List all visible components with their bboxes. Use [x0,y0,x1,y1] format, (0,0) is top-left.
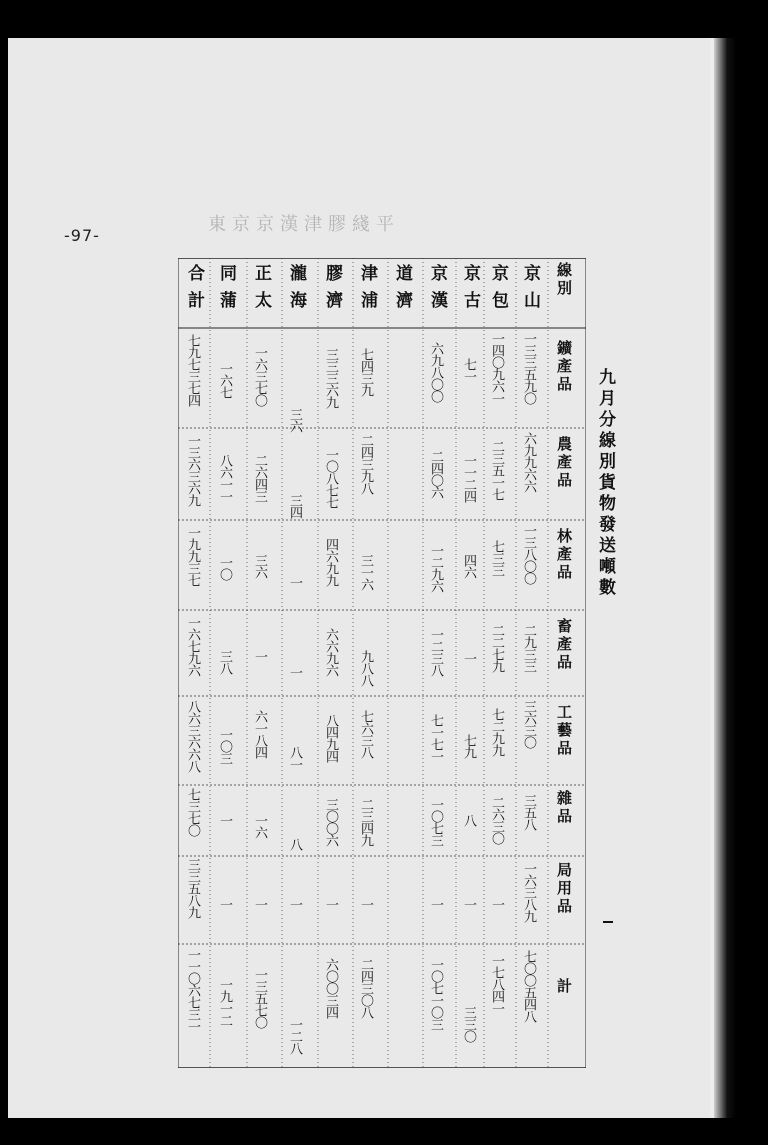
table-cell: 七三三 [489,540,504,576]
table-cell: 一 [252,650,267,662]
table-cell: 七一 [461,358,476,382]
table-cell: 一 [252,898,267,910]
row-label: 道濟 [392,264,412,318]
table-cell: 二二七九 [489,624,504,672]
column-header: 雜品 [555,790,573,826]
page-number: -97- [64,226,100,245]
table-cell: 一九九三七 [185,526,200,586]
table-cell: 二六四三 [252,454,267,502]
margin-dash [603,921,613,923]
row-label: 京包 [488,264,508,318]
freight-table [178,258,586,1068]
table-cell: 九八八 [358,650,373,686]
table-cell: 一六七 [217,362,232,398]
column-header: 林產品 [555,528,573,582]
table-cell: 三四 [287,494,302,518]
table-cell: 八 [461,814,476,826]
table-cell: 二四〇六 [428,450,443,498]
table-cell: 七四三九 [358,348,373,396]
table-cell: 一 [428,898,443,910]
table-cell: 一〇八七七 [323,448,338,508]
document-page [8,38,736,1118]
table-cell: 一 [217,898,232,910]
table-cell: 一 [217,814,232,826]
table-cell: 一六三七〇 [252,346,267,406]
table-cell: 三三五八九 [185,858,200,918]
table-cell: 七〇〇五四八 [521,950,536,1022]
row-label: 津浦 [357,264,377,318]
table-cell: 一七八四一 [489,954,504,1014]
row-label: 京古 [460,264,480,318]
table-cell: 八 [287,838,302,850]
table-cell: 三六 [252,554,267,578]
table-cell: 一一〇六七三一 [185,948,200,1032]
row-label: 京山 [520,264,540,318]
table-cell: 四六九九 [323,538,338,586]
row-label: 同蒲 [216,264,236,318]
table-cell: 三〇〇六 [323,798,338,846]
row-label: 京漢 [427,264,447,318]
table-cell: 一 [489,898,504,910]
table-cell: 六一八四 [252,710,267,758]
table-cell: 一六三八九 [521,862,536,922]
table-cell: 一三五七〇 [252,968,267,1028]
row-label: 膠濟 [322,264,342,318]
table-cell: 一〇 [217,556,232,580]
table-cell: 一三三五九〇 [521,332,536,404]
table-cell: 三八 [217,650,232,674]
table-cell: 一四〇九六一 [489,332,504,404]
table-cell: 一 [358,898,373,910]
table-cell: 七六三八 [358,710,373,758]
table-cell: 一 [461,898,476,910]
table-cell: 一 [287,666,302,678]
table-cell: 六六九六 [323,628,338,676]
table-cell: 三五八 [521,794,536,830]
table-cell: 六九九六六 [521,432,536,492]
table-cell: 八一 [287,746,302,770]
table-cell: 一六 [252,814,267,838]
table-cell: 三三三六九 [323,348,338,408]
table-cell: 一〇三 [217,728,232,764]
table-cell: 一 [287,576,302,588]
page-edge-shadow [714,38,736,1118]
table-cell: 三六三〇 [521,700,536,748]
table-cell: 一二九六 [428,544,443,592]
table-cell: 二三四九 [358,798,373,846]
column-header: 計 [555,978,573,996]
table-cell: 三六 [287,408,302,432]
table-cell: 一三六三六九 [185,434,200,506]
table-cell: 一二八 [287,1018,302,1054]
table-cell: 四六 [461,554,476,578]
table-cell: 三一六 [358,554,373,590]
column-header: 鑛產品 [555,340,573,394]
table-cell: 八六三六六八 [185,700,200,772]
table-cell: 二四三九八 [358,434,373,494]
table-cell: 七二九九 [489,708,504,756]
table-cell: 一一二四 [461,454,476,502]
table-cell: 六九八〇〇 [428,342,443,402]
bleed-through-text: 東京京漢津膠綫平 [208,214,400,235]
table-cell: 一 [461,652,476,664]
column-header: 局用品 [555,862,573,916]
table-cell: 七三七〇 [185,788,200,836]
table-title: 九月分線別貨物發送噸數 [595,368,615,599]
table-cell: 六〇〇三四 [323,958,338,1018]
table-cell: 二三五一七 [489,440,504,500]
table-cell: 一 [287,898,302,910]
column-header: 農產品 [555,436,573,490]
table-cell: 七九 [461,734,476,758]
table-cell: 二六三〇 [489,796,504,844]
row-label: 合計 [184,264,204,318]
table-cell: 一〇七一〇三 [428,958,443,1030]
table-cell: 二九三三 [521,624,536,672]
table-cell: 八四九四 [323,714,338,762]
table-cell: 一六七九六 [185,616,200,676]
table-cell: 一〇七三 [428,798,443,846]
row-label: 正太 [251,264,271,318]
table-cell: 一二三八 [428,628,443,676]
row-label: 瀧海 [286,264,306,318]
header-corner: 線別 [555,262,573,298]
table-cell: 二四三〇八 [358,958,373,1018]
column-header: 工藝品 [555,704,573,758]
table-cell: 一 [323,898,338,910]
table-cell: 一三八〇〇 [521,524,536,584]
table-cell: 七一七一 [428,714,443,762]
table-cell: 七九七三七四 [185,334,200,406]
table-cell: 八六一一 [217,454,232,502]
column-header: 畜產品 [555,618,573,672]
table-cell: 三三〇 [461,1006,476,1042]
table-cell: 一九一二 [217,978,232,1026]
